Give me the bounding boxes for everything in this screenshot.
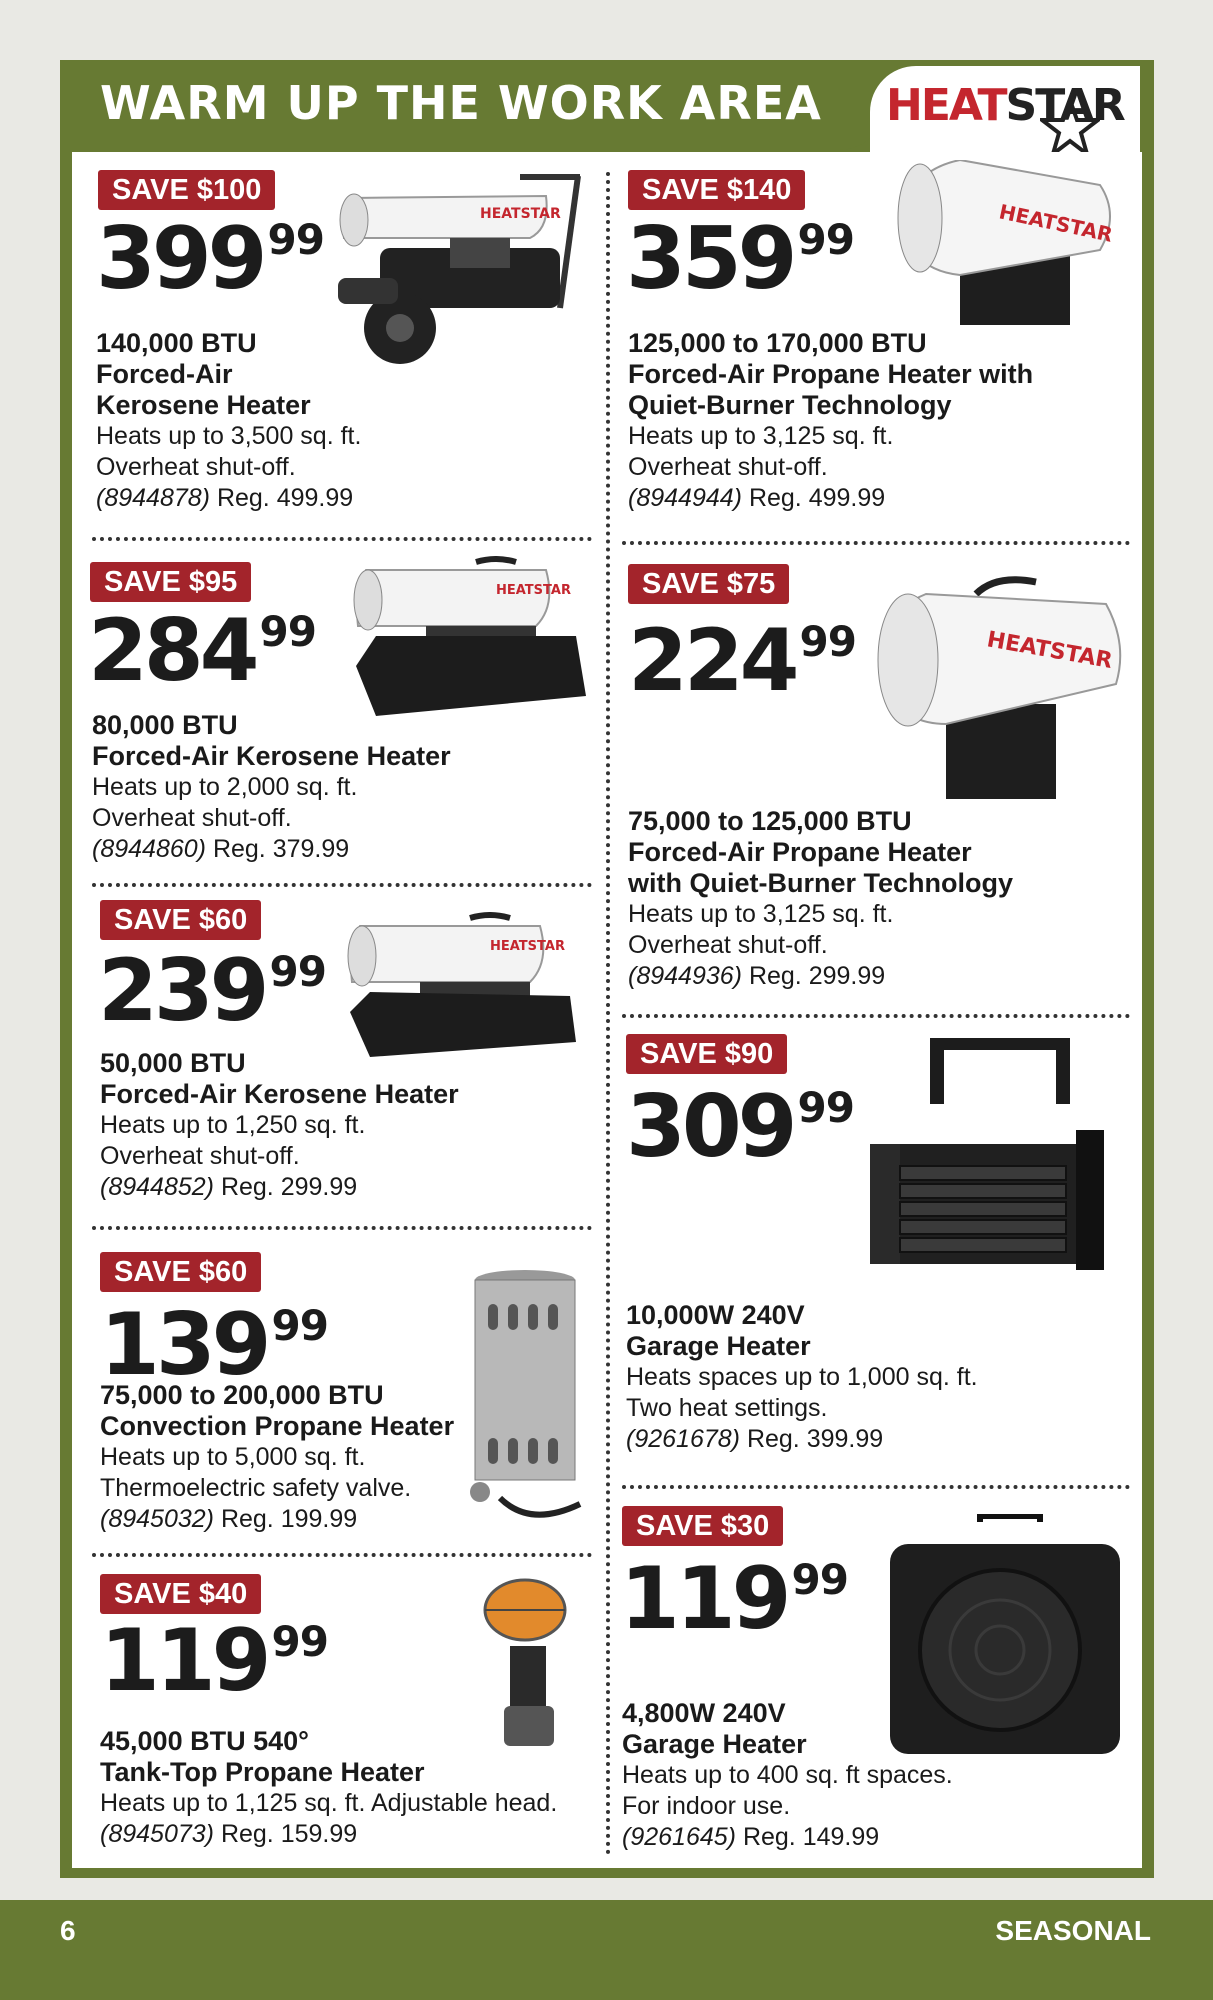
svg-text:HEATSTAR: HEATSTAR (984, 627, 1115, 674)
sale-price: $119^{99}$ (100, 1611, 328, 1711)
row-divider (92, 1226, 592, 1230)
row-divider (622, 1485, 1130, 1489)
product-description: 45,000 BTU 540° Tank-Top Propane Heater Heats up to 1,125 sq. ft. Adjustable head. (8945073) Reg. 159.99 (100, 1726, 558, 1848)
row-divider (622, 541, 1130, 545)
propane-heater-image (866, 574, 1126, 804)
product-description: 75,000 to 125,000 BTU Forced-Air Propane Heater with Quiet-Burner Technology Heats up to 3,125 sq. ft. Overheat shut-off. (8944936) Reg. 299.99 (628, 806, 1014, 990)
page-number: 6 (60, 1915, 76, 1946)
svg-text:HEATSTAR: HEATSTAR (496, 583, 571, 598)
kerosene-heater-image (346, 556, 591, 731)
page-title: WARM UP THE WORK AREA (100, 76, 822, 130)
product-description: 75,000 to 200,000 BTU Convection Propane Heater Heats up to 5,000 sq. ft. Thermoelectric safety valve. (8945032) Reg. 199.99 (100, 1380, 455, 1533)
sale-price: $309^{99}$ (626, 1077, 854, 1177)
save-badge: SAVE $100 (98, 170, 275, 210)
kerosene-heater-image (330, 168, 590, 388)
sale-price: $359^{99}$ (626, 209, 854, 309)
garage-heater-image (860, 1034, 1120, 1274)
star-icon (1040, 98, 1100, 158)
row-divider (92, 883, 592, 887)
row-divider (92, 537, 592, 541)
product-description: 50,000 BTU Forced-Air Kerosene Heater Heats up to 1,250 sq. ft. Overheat shut-off. (8944852) Reg. 299.99 (100, 1048, 459, 1201)
convection-heater-image (460, 1268, 590, 1528)
product-description: 140,000 BTU Forced-Air Kerosene Heater Heats up to 3,500 sq. ft. Overheat shut-off. (8944878) Reg. 499.99 (96, 328, 362, 512)
save-badge: SAVE $30 (622, 1506, 783, 1546)
save-badge: SAVE $140 (628, 170, 805, 210)
sale-price: $399^{99}$ (96, 209, 324, 309)
column-divider (606, 172, 610, 1856)
save-badge: SAVE $75 (628, 564, 789, 604)
brand-logo-star-word: STAR (1005, 80, 1124, 131)
sale-price: $284^{99}$ (88, 601, 316, 701)
save-badge: SAVE $40 (100, 1574, 261, 1614)
section-name: SEASONAL (995, 1915, 1151, 1946)
svg-text:HEATSTAR: HEATSTAR (996, 199, 1115, 247)
save-badge: SAVE $60 (100, 900, 261, 940)
save-badge: SAVE $60 (100, 1252, 261, 1292)
brand-logo-heat: HEAT (886, 80, 1006, 131)
product-description: 10,000W 240V Garage Heater Heats spaces up to 1,000 sq. ft. Two heat settings. (9261678) Reg. 399.99 (626, 1300, 978, 1453)
svg-text:HEATSTAR: HEATSTAR (490, 939, 565, 954)
product-description: 4,800W 240V Garage Heater Heats up to 400 sq. ft spaces. For indoor use. (9261645) Reg. 149.99 (622, 1698, 953, 1851)
sale-price: $224^{99}$ (628, 611, 856, 711)
row-divider (92, 1553, 592, 1557)
product-description: 125,000 to 170,000 BTU Forced-Air Propane Heater with Quiet-Burner Technology Heats up to 3,125 sq. ft. Overheat shut-off. (8944944) Reg. 499.99 (628, 328, 1034, 512)
sale-price: $239^{99}$ (98, 941, 326, 1041)
save-badge: SAVE $95 (90, 562, 251, 602)
svg-text:HEATSTAR: HEATSTAR (480, 206, 561, 222)
sale-price: $139^{99}$ (100, 1295, 328, 1395)
propane-heater-image (880, 160, 1120, 330)
sale-price: $119^{99}$ (620, 1549, 848, 1649)
kerosene-heater-image (340, 912, 580, 1067)
product-description: 80,000 BTU Forced-Air Kerosene Heater Heats up to 2,000 sq. ft. Overheat shut-off. (8944860) Reg. 379.99 (92, 710, 451, 863)
row-divider (622, 1014, 1130, 1018)
save-badge: SAVE $90 (626, 1034, 787, 1074)
